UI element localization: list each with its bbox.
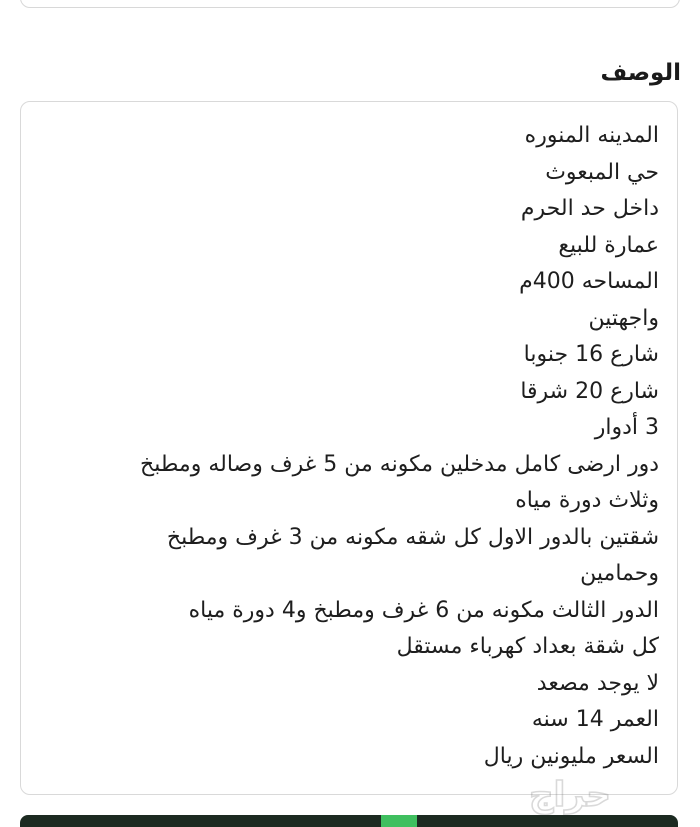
description-line-ground-floor: دور ارضى كامل مدخلين مكونه من 5 غرف وصاله ومطبخ: [140, 451, 659, 477]
description-line-first-floor-cont: وحمامين: [580, 561, 659, 586]
description-line-area: المساحه 400م: [519, 269, 659, 294]
description-line-meters: كل شقة بعداد كهرباء مستقل: [396, 634, 659, 659]
description-line-facades: واجهتين: [588, 305, 659, 331]
description-card: [20, 101, 678, 795]
bottom-bar-accent: [381, 815, 417, 827]
description-line-first-floor: شقتين بالدور الاول كل شقه مكونه من 3 غرف ومطبخ: [166, 524, 659, 550]
description-lines: [39, 118, 659, 775]
description-line-street-east: شارع 20 شرقا: [520, 378, 659, 404]
description-line-district: حي المبعوث: [545, 159, 659, 185]
description-line-haram: داخل حد الحرم: [520, 196, 659, 221]
previous-card: [20, 0, 680, 8]
description-line-ground-floor-cont: وثلاث دورة مياه: [515, 488, 659, 513]
description-line-price: السعر مليونين ريال: [483, 743, 659, 769]
description-line-age: العمر 14 سنه: [531, 707, 659, 732]
description-line-city: المدينه المنوره: [524, 123, 659, 148]
watermark-text: حراج: [529, 775, 611, 815]
description-line-street-south: شارع 16 جنوبا: [523, 342, 659, 367]
description-line-third-floor: الدور الثالث مكونه من 6 غرف ومطبخ و4 دورة مياه: [188, 597, 659, 623]
description-line-elevator: لا يوجد مصعد: [536, 670, 659, 696]
description-section-title: الوصف: [600, 60, 681, 86]
bottom-action-bar[interactable]: [20, 815, 678, 827]
haraj-watermark-logo: [484, 770, 656, 816]
description-line-floors: 3 أدوار: [594, 415, 659, 440]
description-line-type: عمارة للبيع: [558, 232, 659, 258]
